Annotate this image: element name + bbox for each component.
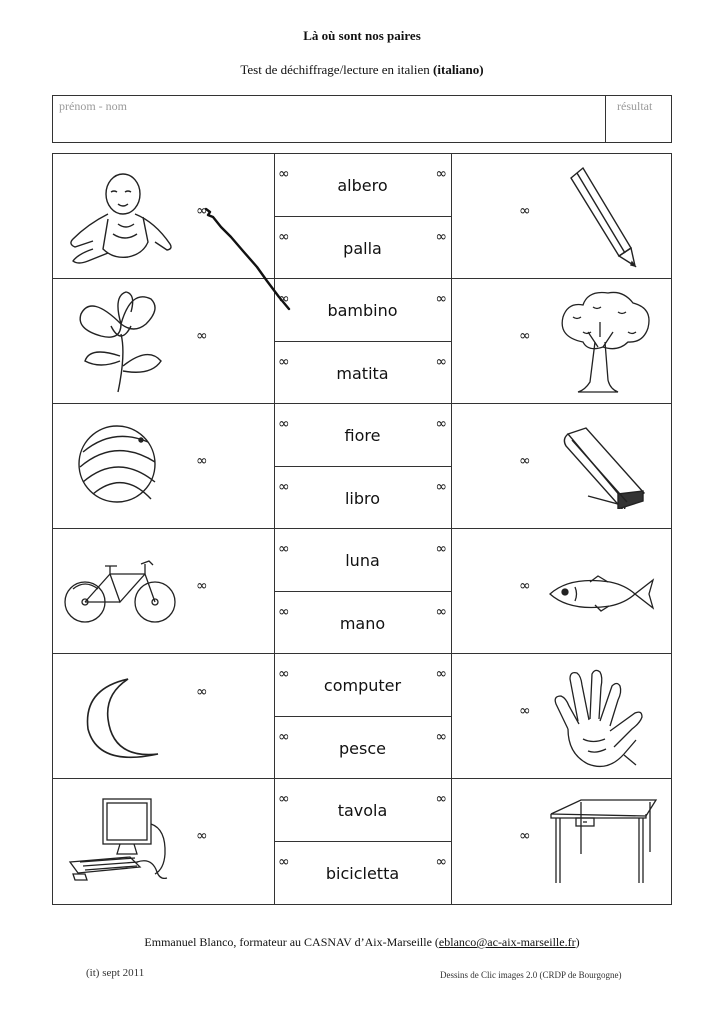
word-label: mano <box>339 614 386 633</box>
word-label: bambino <box>327 301 398 320</box>
connector-dot-picture-left[interactable]: ∞ <box>196 684 208 700</box>
connector-dot-right[interactable]: ∞ <box>435 166 447 182</box>
connector-dot-right[interactable]: ∞ <box>435 666 447 682</box>
connector-dot-left[interactable]: ∞ <box>278 666 290 682</box>
connector-dot-picture-right[interactable]: ∞ <box>519 453 531 469</box>
word-cell[interactable] <box>274 279 451 341</box>
word-label: computer <box>323 676 402 695</box>
word-label: pesce <box>339 739 386 758</box>
connector-dot-right[interactable]: ∞ <box>435 479 447 495</box>
connector-dot-left[interactable]: ∞ <box>278 854 290 870</box>
fish-picture[interactable] <box>545 572 660 617</box>
footer-credits: Dessins de Clic images 2.0 (CRDP de Bourgogne) <box>440 970 622 980</box>
connector-dot-right[interactable]: ∞ <box>435 416 447 432</box>
word-label: fiore <box>344 426 381 445</box>
connector-dot-picture-left[interactable]: ∞ <box>196 328 208 344</box>
connector-dot-picture-left[interactable]: ∞ <box>196 828 208 844</box>
table-picture[interactable] <box>546 792 661 887</box>
connector-dot-left[interactable]: ∞ <box>278 541 290 557</box>
word-cell[interactable] <box>274 779 451 841</box>
page-subtitle <box>0 62 724 78</box>
word-cell[interactable] <box>274 717 451 779</box>
connector-dot-left[interactable]: ∞ <box>278 229 290 245</box>
subtitle-language: (italiano) <box>433 62 484 77</box>
name-box-divider <box>605 96 606 142</box>
word-label: tavola <box>337 801 388 820</box>
connector-dot-picture-right[interactable]: ∞ <box>519 203 531 219</box>
word-cell[interactable] <box>274 217 451 279</box>
connector-dot-left[interactable]: ∞ <box>278 291 290 307</box>
connector-dot-left[interactable]: ∞ <box>278 604 290 620</box>
connector-dot-picture-right[interactable]: ∞ <box>519 578 531 594</box>
word-cell[interactable] <box>274 592 451 654</box>
author-footer <box>0 935 724 950</box>
word-label: palla <box>343 239 382 258</box>
connector-dot-right[interactable]: ∞ <box>435 541 447 557</box>
ball-picture[interactable] <box>75 422 160 507</box>
word-label: luna <box>345 551 380 570</box>
page-title: Là où sont nos paires <box>303 28 421 43</box>
connector-dot-left[interactable]: ∞ <box>278 416 290 432</box>
word-label: bicicletta <box>325 864 400 883</box>
flower-picture[interactable] <box>71 286 171 396</box>
connector-dot-right[interactable]: ∞ <box>435 229 447 245</box>
connector-dot-right[interactable]: ∞ <box>435 854 447 870</box>
connector-dot-right[interactable]: ∞ <box>435 729 447 745</box>
name-field-label[interactable]: prénom - nom <box>59 99 127 113</box>
word-label: albero <box>337 176 388 195</box>
author-text: Emmanuel Blanco, formateur au CASNAV d’Aix-Marseille ( <box>144 935 439 949</box>
word-cell[interactable] <box>274 529 451 591</box>
word-label: matita <box>336 364 389 383</box>
bicycle-picture[interactable] <box>63 554 178 629</box>
word-cell[interactable] <box>274 154 451 216</box>
word-cell[interactable] <box>274 654 451 716</box>
tree-picture[interactable] <box>553 287 653 397</box>
connector-dot-left[interactable]: ∞ <box>278 354 290 370</box>
book-picture[interactable] <box>558 424 653 509</box>
computer-picture[interactable] <box>65 794 175 889</box>
pencil-picture[interactable] <box>563 164 643 274</box>
connector-dot-picture-left[interactable]: ∞ <box>196 453 208 469</box>
connector-dot-picture-right[interactable]: ∞ <box>519 703 531 719</box>
name-result-box <box>52 95 672 143</box>
word-cell[interactable] <box>274 467 451 529</box>
word-cell[interactable] <box>274 342 451 404</box>
result-field-label[interactable]: résultat <box>617 99 653 113</box>
author-text-close: ) <box>575 935 580 949</box>
footer-date: (it) sept 2011 <box>86 967 145 979</box>
connector-dot-right[interactable]: ∞ <box>435 791 447 807</box>
subtitle-text: Test de déchiffrage/lecture en italien <box>240 62 434 77</box>
connector-dot-right[interactable]: ∞ <box>435 604 447 620</box>
moon-picture[interactable] <box>83 674 163 764</box>
word-cell[interactable] <box>274 842 451 904</box>
connector-dot-picture-right[interactable]: ∞ <box>519 828 531 844</box>
author-email-link[interactable]: eblanco@ac-aix-marseille.fr <box>438 935 576 949</box>
word-cell[interactable] <box>274 404 451 466</box>
baby-picture[interactable] <box>63 164 178 269</box>
word-label: libro <box>344 489 381 508</box>
hand-picture[interactable] <box>548 669 658 779</box>
connector-dot-left[interactable]: ∞ <box>278 729 290 745</box>
connector-dot-picture-right[interactable]: ∞ <box>519 328 531 344</box>
matching-grid <box>52 153 672 905</box>
connector-dot-picture-left[interactable]: ∞ <box>196 203 208 219</box>
connector-dot-left[interactable]: ∞ <box>278 791 290 807</box>
connector-dot-picture-left[interactable]: ∞ <box>196 578 208 594</box>
connector-dot-right[interactable]: ∞ <box>435 291 447 307</box>
connector-dot-left[interactable]: ∞ <box>278 166 290 182</box>
answer-connection-line <box>203 204 298 314</box>
connector-dot-left[interactable]: ∞ <box>278 479 290 495</box>
connector-dot-right[interactable]: ∞ <box>435 354 447 370</box>
